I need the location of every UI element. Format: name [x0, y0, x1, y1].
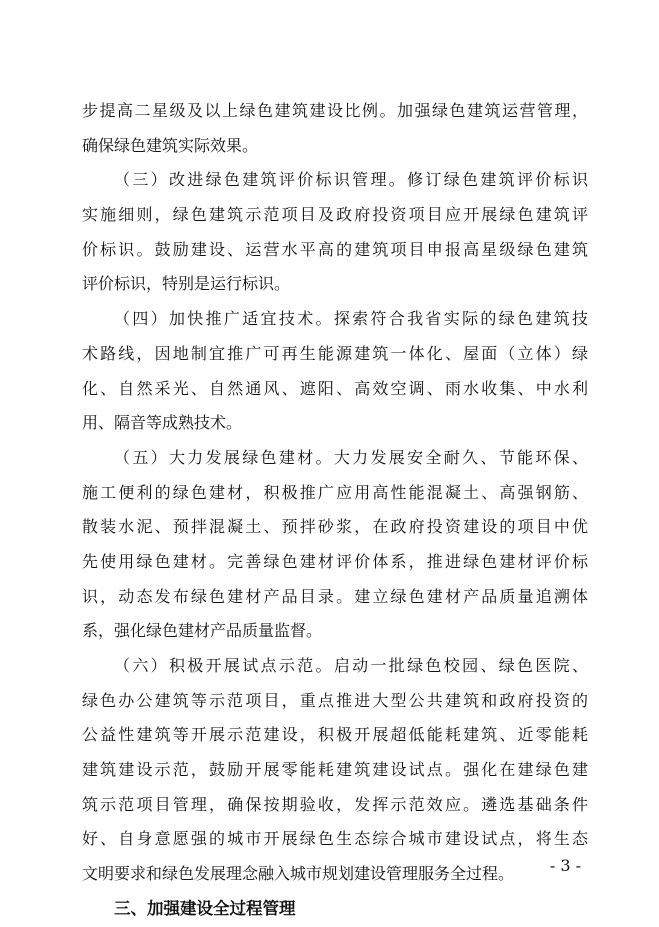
text-line: （五）大力发展绿色建材。大力发展安全耐久、节能环保、 [114, 447, 588, 467]
text-line: （四）加快推广适宜技术。探索符合我省实际的绿色建筑技 [114, 309, 588, 329]
text-line: 公益性建筑等开展示范建设，积极开展超低能耗建筑、近零能耗 [82, 725, 588, 745]
text-line: 建筑建设示范，鼓励开展零能耗建筑建设试点。强化在建绿色建 [82, 760, 588, 780]
text-line: （三）改进绿色建筑评价标识管理。修订绿色建筑评价标识 [114, 170, 588, 190]
paragraph-continued [82, 94, 588, 163]
text-line: 散装水泥、预拌混凝土、预拌砂浆，在政府投资建设的项目中优 [82, 517, 588, 537]
paragraph-evaluation-label [82, 163, 588, 302]
text-line: 化、自然采光、自然通风、遮阳、高效空调、雨水收集、中水利 [82, 378, 588, 398]
text-line: 识，动态发布绿色建材产品目录。建立绿色建材产品质量追溯体 [82, 586, 588, 606]
text-line: 筑示范项目管理，确保按期验收，发挥示范效应。遴选基础条件 [82, 794, 588, 814]
text-line: 术路线，因地制宜推广可再生能源建筑一体化、屋面（立体）绿 [82, 343, 588, 363]
text-line: 步提高二星级及以上绿色建筑建设比例。加强绿色建筑运营管理， [82, 101, 588, 120]
text-line: 确保绿色建筑实际效果。 [82, 135, 259, 155]
text-line: 文明要求和绿色发展理念融入城市规划建设管理服务全过程。 [82, 864, 515, 884]
text-line: 好、自身意愿强的城市开展绿色生态综合城市建设试点，将生态 [82, 829, 588, 849]
text-line: 价标识。鼓励建设、运营水平高的建筑项目申报高星级绿色建筑 [82, 239, 588, 259]
text-line: 系，强化绿色建材产品质量监督。 [82, 621, 323, 641]
text-line: （六）积极开展试点示范。启动一批绿色校园、绿色医院、 [114, 656, 588, 675]
text-line: 绿色办公建筑等示范项目，重点推进大型公共建筑和政府投资的 [82, 690, 588, 710]
text-line: 先使用绿色建材。完善绿色建材评价体系，推进绿色建材评价标 [82, 551, 588, 571]
text-line: 用、隔音等成熟技术。 [82, 413, 243, 433]
text-line: 评价标识，特别是运行标识。 [82, 274, 291, 294]
text-line: 实施细则，绿色建筑示范项目及政府投资项目应开展绿色建筑评 [82, 205, 588, 225]
page-number: - 3 - [549, 856, 581, 875]
body-text [82, 94, 588, 927]
paragraph-technology [82, 302, 588, 441]
paragraph-building-materials [82, 441, 588, 649]
paragraph-pilot-demonstration [82, 649, 588, 892]
text-line: 施工便利的绿色建材，积极推广应用高性能混凝土、高强钢筋、 [82, 482, 588, 502]
section-heading: 三、加强建设全过程管理 [114, 898, 296, 918]
